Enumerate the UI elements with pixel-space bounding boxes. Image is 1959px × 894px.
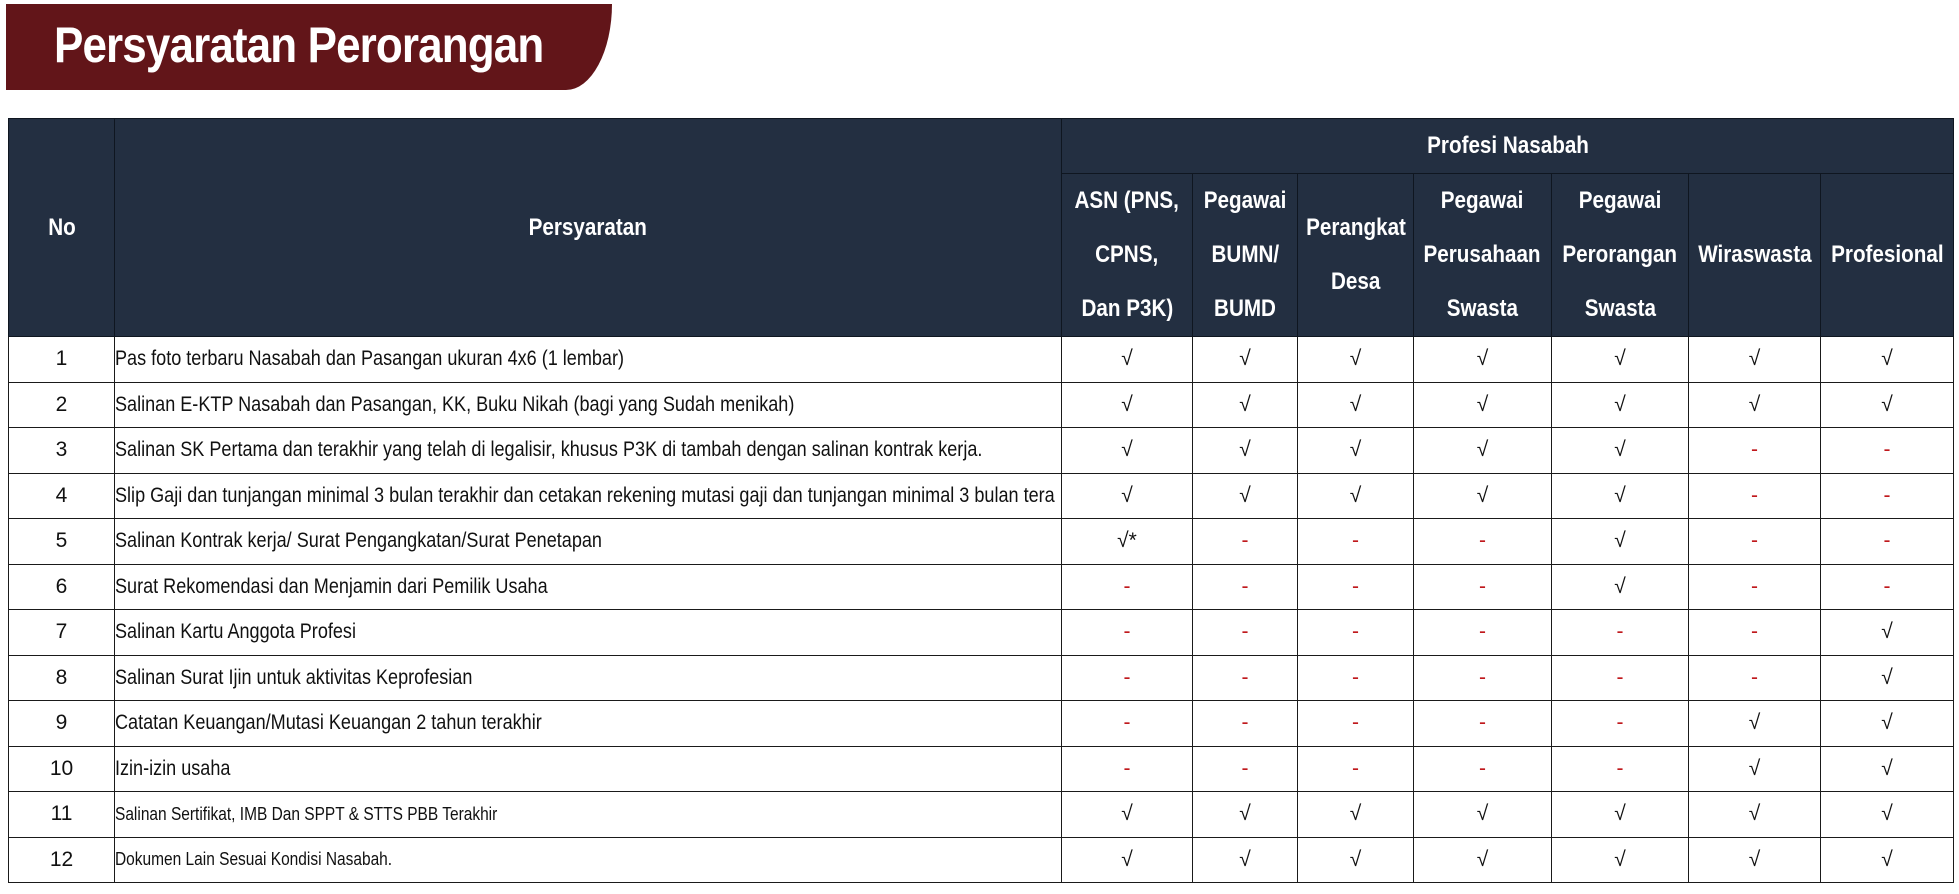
profession-label-line: BUMD bbox=[1214, 295, 1276, 322]
requirement-label: Salinan E-KTP Nasabah dan Pasangan, KK, Buku Nikah (bagi yang Sudah menikah) bbox=[115, 392, 795, 416]
check-mark: √ bbox=[1689, 337, 1821, 383]
check-mark: √ bbox=[1062, 473, 1193, 519]
check-mark: √ bbox=[1821, 837, 1954, 883]
profession-label-line: Pegawai bbox=[1203, 187, 1287, 214]
not-required-mark: - bbox=[1062, 655, 1193, 701]
not-required-mark: - bbox=[1689, 428, 1821, 474]
table-body bbox=[9, 337, 1954, 883]
not-required-mark: - bbox=[1414, 746, 1552, 792]
header-profession-4 bbox=[1552, 174, 1689, 337]
check-mark: √ bbox=[1689, 746, 1821, 792]
table-row bbox=[9, 564, 1954, 610]
check-mark: √ bbox=[1062, 382, 1193, 428]
profession-label-line: ASN (PNS, bbox=[1074, 187, 1180, 214]
not-required-mark: - bbox=[1193, 610, 1298, 656]
profession-label-line: Dan P3K) bbox=[1081, 295, 1173, 322]
requirement-text bbox=[115, 701, 1062, 747]
not-required-mark: - bbox=[1298, 746, 1414, 792]
not-required-mark: - bbox=[1689, 519, 1821, 565]
header-profession-3 bbox=[1414, 174, 1552, 337]
table-row bbox=[9, 382, 1954, 428]
check-mark: √ bbox=[1062, 428, 1193, 474]
not-required-mark: - bbox=[1193, 701, 1298, 747]
row-number: 6 bbox=[9, 564, 115, 610]
not-required-mark: - bbox=[1689, 610, 1821, 656]
requirement-label: Surat Rekomendasi dan Menjamin dari Pemilik Usaha bbox=[115, 574, 548, 598]
check-mark: √ bbox=[1821, 655, 1954, 701]
check-mark: √ bbox=[1689, 701, 1821, 747]
profession-label-line: Desa bbox=[1330, 268, 1381, 295]
profession-label-line: Profesional bbox=[1830, 241, 1944, 268]
table-row bbox=[9, 473, 1954, 519]
requirement-label: Salinan Kartu Anggota Profesi bbox=[115, 620, 356, 644]
page-title: Persyaratan Perorangan bbox=[54, 17, 544, 73]
profession-label-line: CPNS, bbox=[1095, 241, 1159, 268]
requirement-label: Pas foto terbaru Nasabah dan Pasangan ukuran 4x6 (1 lembar) bbox=[115, 347, 625, 371]
requirements-table bbox=[8, 118, 1954, 883]
not-required-mark: - bbox=[1062, 564, 1193, 610]
profession-label-line: BUMN/ bbox=[1211, 241, 1279, 268]
profession-label-line: Perangkat bbox=[1306, 214, 1406, 241]
not-required-mark: - bbox=[1689, 473, 1821, 519]
check-mark: √ bbox=[1298, 792, 1414, 838]
not-required-mark: - bbox=[1062, 701, 1193, 747]
check-mark: √ bbox=[1414, 337, 1552, 383]
not-required-mark: - bbox=[1414, 655, 1552, 701]
requirement-text bbox=[115, 382, 1062, 428]
not-required-mark: - bbox=[1062, 746, 1193, 792]
not-required-mark: - bbox=[1414, 610, 1552, 656]
requirement-label: Salinan Surat Ijin untuk aktivitas Keprofesian bbox=[115, 665, 473, 689]
check-mark: √ bbox=[1821, 382, 1954, 428]
check-mark: √* bbox=[1062, 519, 1193, 565]
not-required-mark: - bbox=[1821, 519, 1954, 565]
table-header bbox=[9, 119, 1954, 337]
not-required-mark: - bbox=[1552, 701, 1689, 747]
row-number: 8 bbox=[9, 655, 115, 701]
row-number: 1 bbox=[9, 337, 115, 383]
row-number: 7 bbox=[9, 610, 115, 656]
not-required-mark: - bbox=[1552, 610, 1689, 656]
table-row bbox=[9, 792, 1954, 838]
not-required-mark: - bbox=[1821, 428, 1954, 474]
header-profession-1 bbox=[1193, 174, 1298, 337]
check-mark: √ bbox=[1414, 428, 1552, 474]
table-row bbox=[9, 337, 1954, 383]
not-required-mark: - bbox=[1298, 610, 1414, 656]
check-mark: √ bbox=[1689, 792, 1821, 838]
check-mark: √ bbox=[1821, 610, 1954, 656]
not-required-mark: - bbox=[1821, 564, 1954, 610]
check-mark: √ bbox=[1414, 792, 1552, 838]
header-profession-group: Profesi Nasabah bbox=[1062, 119, 1954, 174]
table-row bbox=[9, 701, 1954, 747]
not-required-mark: - bbox=[1689, 655, 1821, 701]
profession-label-line: Pegawai bbox=[1441, 187, 1524, 214]
header-no: No bbox=[9, 119, 115, 337]
table-row bbox=[9, 428, 1954, 474]
row-number: 10 bbox=[9, 746, 115, 792]
row-number: 9 bbox=[9, 701, 115, 747]
not-required-mark: - bbox=[1821, 473, 1954, 519]
profession-label-line: Pegawai bbox=[1578, 187, 1662, 214]
table-row bbox=[9, 746, 1954, 792]
check-mark: √ bbox=[1193, 837, 1298, 883]
requirement-label: Catatan Keuangan/Mutasi Keuangan 2 tahun terakhir bbox=[115, 711, 542, 735]
check-mark: √ bbox=[1821, 701, 1954, 747]
check-mark: √ bbox=[1193, 337, 1298, 383]
check-mark: √ bbox=[1821, 792, 1954, 838]
requirement-text bbox=[115, 337, 1062, 383]
not-required-mark: - bbox=[1298, 564, 1414, 610]
header-profession-5 bbox=[1689, 174, 1821, 337]
not-required-mark: - bbox=[1193, 519, 1298, 565]
not-required-mark: - bbox=[1414, 564, 1552, 610]
row-number: 11 bbox=[9, 792, 115, 838]
not-required-mark: - bbox=[1298, 655, 1414, 701]
header-profession-0 bbox=[1062, 174, 1193, 337]
check-mark: √ bbox=[1193, 473, 1298, 519]
check-mark: √ bbox=[1414, 473, 1552, 519]
table-row bbox=[9, 837, 1954, 883]
check-mark: √ bbox=[1062, 792, 1193, 838]
not-required-mark: - bbox=[1414, 701, 1552, 747]
requirement-text bbox=[115, 837, 1062, 883]
check-mark: √ bbox=[1193, 428, 1298, 474]
profession-label-line: Perusahaan bbox=[1423, 241, 1542, 268]
not-required-mark: - bbox=[1298, 701, 1414, 747]
row-number: 12 bbox=[9, 837, 115, 883]
check-mark: √ bbox=[1821, 337, 1954, 383]
profession-label-line: Swasta bbox=[1446, 295, 1519, 322]
profession-label-line: Wiraswasta bbox=[1698, 241, 1812, 268]
requirement-text bbox=[115, 564, 1062, 610]
check-mark: √ bbox=[1298, 473, 1414, 519]
requirement-text bbox=[115, 746, 1062, 792]
check-mark: √ bbox=[1689, 382, 1821, 428]
check-mark: √ bbox=[1062, 837, 1193, 883]
check-mark: √ bbox=[1414, 837, 1552, 883]
check-mark: √ bbox=[1193, 792, 1298, 838]
check-mark: √ bbox=[1552, 428, 1689, 474]
requirement-text bbox=[115, 473, 1062, 519]
requirement-text bbox=[115, 428, 1062, 474]
table-row bbox=[9, 519, 1954, 565]
row-number: 3 bbox=[9, 428, 115, 474]
check-mark: √ bbox=[1552, 337, 1689, 383]
check-mark: √ bbox=[1414, 382, 1552, 428]
check-mark: √ bbox=[1552, 519, 1689, 565]
check-mark: √ bbox=[1062, 337, 1193, 383]
check-mark: √ bbox=[1552, 473, 1689, 519]
check-mark: √ bbox=[1552, 792, 1689, 838]
requirement-label: Izin-izin usaha bbox=[115, 756, 231, 780]
requirement-label: Salinan Kontrak kerja/ Surat Pengangkatan/Surat Penetapan bbox=[115, 529, 602, 553]
header-requirement: Persyaratan bbox=[115, 119, 1062, 337]
not-required-mark: - bbox=[1193, 655, 1298, 701]
requirement-label: Dokumen Lain Sesuai Kondisi Nasabah. bbox=[115, 849, 393, 870]
not-required-mark: - bbox=[1062, 610, 1193, 656]
check-mark: √ bbox=[1821, 746, 1954, 792]
check-mark: √ bbox=[1552, 382, 1689, 428]
check-mark: √ bbox=[1552, 837, 1689, 883]
requirement-label: Salinan SK Pertama dan terakhir yang telah di legalisir, khusus P3K di tambah dengan salinan kontrak kerja. bbox=[115, 438, 983, 462]
header-profession-6 bbox=[1821, 174, 1954, 337]
row-number: 5 bbox=[9, 519, 115, 565]
requirement-text bbox=[115, 655, 1062, 701]
requirement-text bbox=[115, 610, 1062, 656]
not-required-mark: - bbox=[1193, 564, 1298, 610]
title-banner bbox=[6, 4, 612, 90]
check-mark: √ bbox=[1298, 837, 1414, 883]
check-mark: √ bbox=[1298, 337, 1414, 383]
profession-label-line: Perorangan bbox=[1562, 241, 1678, 268]
requirement-label: Salinan Sertifikat, IMB Dan SPPT & STTS PBB Terakhir bbox=[115, 803, 498, 824]
table-row bbox=[9, 655, 1954, 701]
profession-label-line: Swasta bbox=[1584, 295, 1656, 322]
not-required-mark: - bbox=[1414, 519, 1552, 565]
not-required-mark: - bbox=[1689, 564, 1821, 610]
check-mark: √ bbox=[1298, 382, 1414, 428]
check-mark: √ bbox=[1689, 837, 1821, 883]
check-mark: √ bbox=[1552, 564, 1689, 610]
row-number: 2 bbox=[9, 382, 115, 428]
not-required-mark: - bbox=[1193, 746, 1298, 792]
not-required-mark: - bbox=[1552, 746, 1689, 792]
row-number: 4 bbox=[9, 473, 115, 519]
check-mark: √ bbox=[1193, 382, 1298, 428]
table-row bbox=[9, 610, 1954, 656]
header-profession-2 bbox=[1298, 174, 1414, 337]
not-required-mark: - bbox=[1298, 519, 1414, 565]
requirement-text bbox=[115, 519, 1062, 565]
check-mark: √ bbox=[1298, 428, 1414, 474]
requirement-text bbox=[115, 792, 1062, 838]
not-required-mark: - bbox=[1552, 655, 1689, 701]
requirement-label: Slip Gaji dan tunjangan minimal 3 bulan terakhir dan cetakan rekening mutasi gaji dan tunjangan minimal 3 bulan tera bbox=[115, 483, 1055, 507]
